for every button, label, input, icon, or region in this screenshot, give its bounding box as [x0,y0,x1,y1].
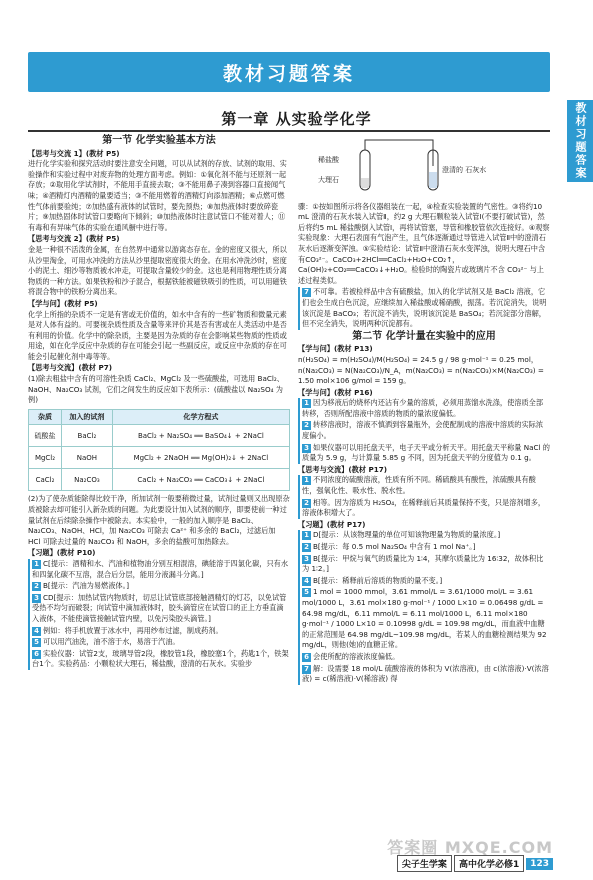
tag: 【学与问】(教材 P5) [28,298,98,308]
list-item: 1 D[提示：从该物理量的单位可知该物理量为物质的量浓度。] [302,530,550,541]
list-item: 2 B[提示：汽油为易燃液体。] [32,581,290,592]
header-banner [28,52,550,92]
list-item: 7 不可靠。若被检样品中含有硫酸盐，加入的化学试剂又是 BaCl₂ 溶液，它们也会生成白色沉淀，应继续加入稀盐酸或稀硝酸，振荡。若沉淀消失，说明该沉淀是 BaCO₃；若沉淀不消失，说明该沉淀是 BaSO₄；若沉淀部分溶解，但不完全消失，说明两种沉淀都有。 [298,287,550,329]
table-cell: MgCl₂ + 2NaOH ══ Mg(OH)₂↓ + 2NaCl [112,447,289,469]
paragraph: 金是一种很不活泼的金属，在自然界中通常以游离态存在。金的密度又很大，所以从沙里淘金，可用水冲洗的方法从沙里提取密度很大的金。在用水冲洗沙时，密度小的泥土、细沙等物质被水冲走，可提取含量较少的金。这也是利用物理性质分离物质的一种方法。如果铁粉和沙子混合，根据铁能被磁铁吸引的性质，可以用磁铁将混合物中的铁粉分离出来。 [28,244,287,297]
chapter-title: 第一章 从实验学化学 [221,110,372,128]
table-cell: MgCl₂ [29,447,62,469]
right-column [298,134,550,686]
tag: 【习题】(教材 P10) [28,548,96,558]
paragraph: (1)除去粗盐中含有的可溶性杂质 CaCl₂、MgCl₂ 及一些硫酸盐，可选用 BaCl₂、NaOH、Na₂CO₃ 试剂，它们之间发生的反应如下表所示：(硫酸盐以 Na₂SO₄ 为例) [28,374,284,405]
tag: 【思考与交流】(教材 P7) [28,363,113,373]
side-tab: 教材习题答案 [567,100,593,182]
acid-label: 稀盐酸 [318,156,339,164]
list-item: 1 不同浓度的硫酸溶液，性质有所不同。稀硫酸具有酸性，浓硫酸具有酸性，强氧化性、吸水性、脱水性。 [302,475,536,496]
tag: 【思考与交流】(教材 P17) [298,464,388,474]
exercise-list [298,530,550,684]
table-header: 杂质 [29,409,62,425]
list-item: 4 例如：将手机放置于冰水中，再用纱布过滤，制成药剂。 [32,626,290,637]
book-name: 尖子生学案 [397,855,452,872]
table-header: 化学方程式 [112,409,289,425]
reaction-table [28,409,290,492]
table-row [29,447,290,469]
tag: 【思考与交流 1】(教材 P5) [28,148,120,158]
list-item: 6 实验仪器：试管2支，玻璃导管2段，橡胶管1段，橡胶塞1个，药匙1个，铁架台1个。实验药品：小颗粒状大理石，稀盐酸，澄清的石灰水。实验步 [32,648,289,669]
tag: 【学与问】(教材 P16) [298,387,373,397]
subject-name: 高中化学必修1 [454,855,524,872]
exercise-list [28,559,290,670]
list-item: 7 解：设需要 18 mol/L 硫酸溶液的体积为 V(浓溶液)，由 c(浓溶液)·V(浓溶液) = c(稀溶液)·V(稀溶液) 得 [302,663,549,684]
formula: n(H₂SO₄) = m(H₂SO₄)/M(H₂SO₄) = 24.5 g / 98 g·mol⁻¹ = 0.25 mol，n(Na₂CO₃) = N(Na₂CO₃)/N_A，m(Na₂CO₃) = n(Na₂CO₃)×M(Na₂CO₃) = 1.50 mol×106 g/mol = 159 g。 [298,354,544,386]
apparatus-diagram [318,136,487,194]
page-title: 教材习题答案 [222,62,355,85]
tag: 【学与问】(教材 P13) [298,344,373,354]
page-number: 123 [526,858,553,870]
answer-list [298,398,550,464]
paragraph: 化学上所指的杂质不一定是有害或无价值的，如水中含有的一些矿物质和微量元素是对人体有益的。可要视杂质性质及含量等来评价其是否有害或在人类活动中是否有利用的价值。化学中的除杂质，主要是因为杂质的存在会影响某些物质的性质或用途，如在化学反应中杂质的存在可能会引起一些副反应，或反应中杂质的存在可能会引起催化剂中毒等等。 [28,309,287,361]
tag: 【习题】(教材 P17) [298,519,366,529]
list-item: 4 B[提示：稀释前后溶质的物质的量不变。] [302,576,550,587]
chapter-divider [28,130,550,132]
list-item: 1 因为移液后的烧杯内还沾有少量的溶质，必须用蒸馏水洗涤，使溶质全部转移，否则所配溶液中溶质的物质的量浓度偏低。 [302,398,544,418]
page-footer [397,855,553,872]
marble-label: 大理石 [318,176,339,184]
tag: 【思考与交流 2】(教材 P5) [28,234,120,244]
table-header: 加入的试剂 [62,409,113,425]
table-cell: CaCl₂ + Na₂CO₃ ══ CaCO₃↓ + 2NaCl [112,469,289,491]
section-title: 第一节 化学实验基本方法 [102,135,216,146]
watermark: 答案圈 MXQE.COM [387,838,553,857]
list-item: 3 CD[提示：加热试管内物质时，切忌让试管底部接触酒精灯的灯芯，以免试管受热不均匀而破裂；向试管中滴加液体时，胶头滴管应在试管口的正上方垂直滴入液体，不能使滴管接触试管内壁，以免污染胶头滴管。] [32,592,287,623]
list-item: 5 可以用汽油洗，油不溶于水，易溶于汽油。 [32,637,290,648]
left-column [28,134,290,671]
table-cell: 硫酸盐 [29,425,62,447]
list-item: 2 转移溶液时，溶液不慎洒到容量瓶外，会使配制成的溶液中溶质的实际浓度偏小。 [302,420,544,441]
table-cell: NaOH [62,447,113,469]
table-cell: CaCl₂ [29,469,62,491]
list-item: 3 B[提示：甲烷与氧气的质量比为 1∶4，其摩尔质量比为 16∶32，故体积比为 1∶2。] [302,553,544,574]
list-item: 5 1 mol = 1000 mmol，3.61 mmol/L = 3.61/1000 mol/L = 3.61 mol/1000 L，3.61 mol×180 g·mol⁻¹ / 1000 L×10 = 0.06498 g/dL = 64.98 mg/dL，6.11 mmol/L = 6.11 mol/1000 L，6.11 mol×180 g·mol⁻¹ / 1000 L×10 = 0.10998 g/dL = 109.98 mg/dL，而血液中血糖的正常范围是 64.98 mg/dL~109.98 mg/dL，若某人的血糖检测结果为 92 mg/dL，则他(她)的血糖正常。 [302,587,547,650]
list-item: 2 相等。因为溶质为 H₂SO₄，在稀释前后其质量保持不变，只是溶剂增多，溶液体积增大了。 [302,497,546,518]
table-row [29,469,290,491]
list-item: 6 会使所配的溶液浓度偏低。 [302,652,550,663]
section-title: 第二节 化学计量在实验中的应用 [352,330,496,342]
paragraph: 骤：①按如图所示将各仪器组装在一起，④检查实验装置的气密性。③将约10 mL 澄清的石灰水装入试管Ⅱ，约2 g 大理石颗粒装入试管Ⅰ(不要打破试管)，然后将约5 mL 稀盐酸倒入试管Ⅰ，再将试管塞，导管和橡胶管依次连接好。④观察实验现象：大理石表面有气泡产生，且气体逐渐通过导管进入试管Ⅱ中的澄清石灰水后逐渐变浑浊。⑤实验结论：试管Ⅱ中澄清石灰水变浑浊，说明大理石中含有CO₃²⁻。CaCO₃+2HCl══CaCl₂+H₂O+CO₂↑，Ca(OH)₂+CO₂══CaCO₃↓+H₂O。检验时的陶瓷片或玻璃片不含 CO₃²⁻ 与上述过程类似。 [298,201,550,285]
table-cell: Na₂CO₃ [62,469,113,491]
list-item: 3 如果仪器可以用托盘天平，电子天平或分析天平。用托盘天平称量 NaCl 的质量为 5.9 g，与计算量 5.85 g 不同，因为托盘天平的分度值为 0.1 g。 [302,442,550,463]
table-row [29,425,290,447]
list-item: 2 B[提示：每 0.5 mol Na₂SO₄ 中含有 1 mol Na⁺。] [302,542,550,553]
paragraph: 进行化学实验和探究活动时要注意安全问题，可以从试剂的存放、试剂的取用、实验操作和实验过程中对废弃物的处理方面考虑。例如：①氧化剂不能与还原剂一起存放；②取用化学试剂时，不能用手直接去取；③不能用鼻子凑到容器口直接闻气味；④酒精灯内酒精的量要适当；③不能用燃着的酒精灯向添加酒精；⑥点燃可燃性气体前要验纯；⑦加热盛有液体的试管时，要先预热；⑧加热液体时要放碎瓷片；⑨加热固体时试管口要略向下倾斜；⑩加热液体时注意试管口不能对着人；⑪有毒和有异味气体的实验在通风橱中进行等。 [28,159,287,232]
table-cell: BaCl₂ + Na₂SO₄ ══ BaSO₄↓ + 2NaCl [112,425,289,447]
answer-list [298,475,550,518]
paragraph: (2)为了使杂质能除得比较干净，所加试剂一般要稍微过量，试剂过量则又出现原杂质被除去却可能引入新杂质的问题。为此要设计加入试剂的顺序，即要使前一种过量试剂在后续除杂操作中被除去。本实验中，一般的加入顺序是 BaCl₂、Na₂CO₃、NaOH、HCl，加 Na₂CO₃ 可除去 Ca²⁺ 和多余的 BaCl₂，过滤后加 HCl 可除去过量的 Na₂CO₃ 和 NaOH，多余的盐酸可加热除去。 [28,494,290,546]
limewater-label: 澄清的 石灰水 [442,166,487,174]
table-cell: BaCl₂ [62,425,113,447]
list-item: 1 C[提示：酒精和水、汽油和植物油分别互相混溶，碘能溶于四氯化碳，只有水和四氯化碳不互溶，混合后分层，能用分液漏斗分离。] [32,559,289,579]
